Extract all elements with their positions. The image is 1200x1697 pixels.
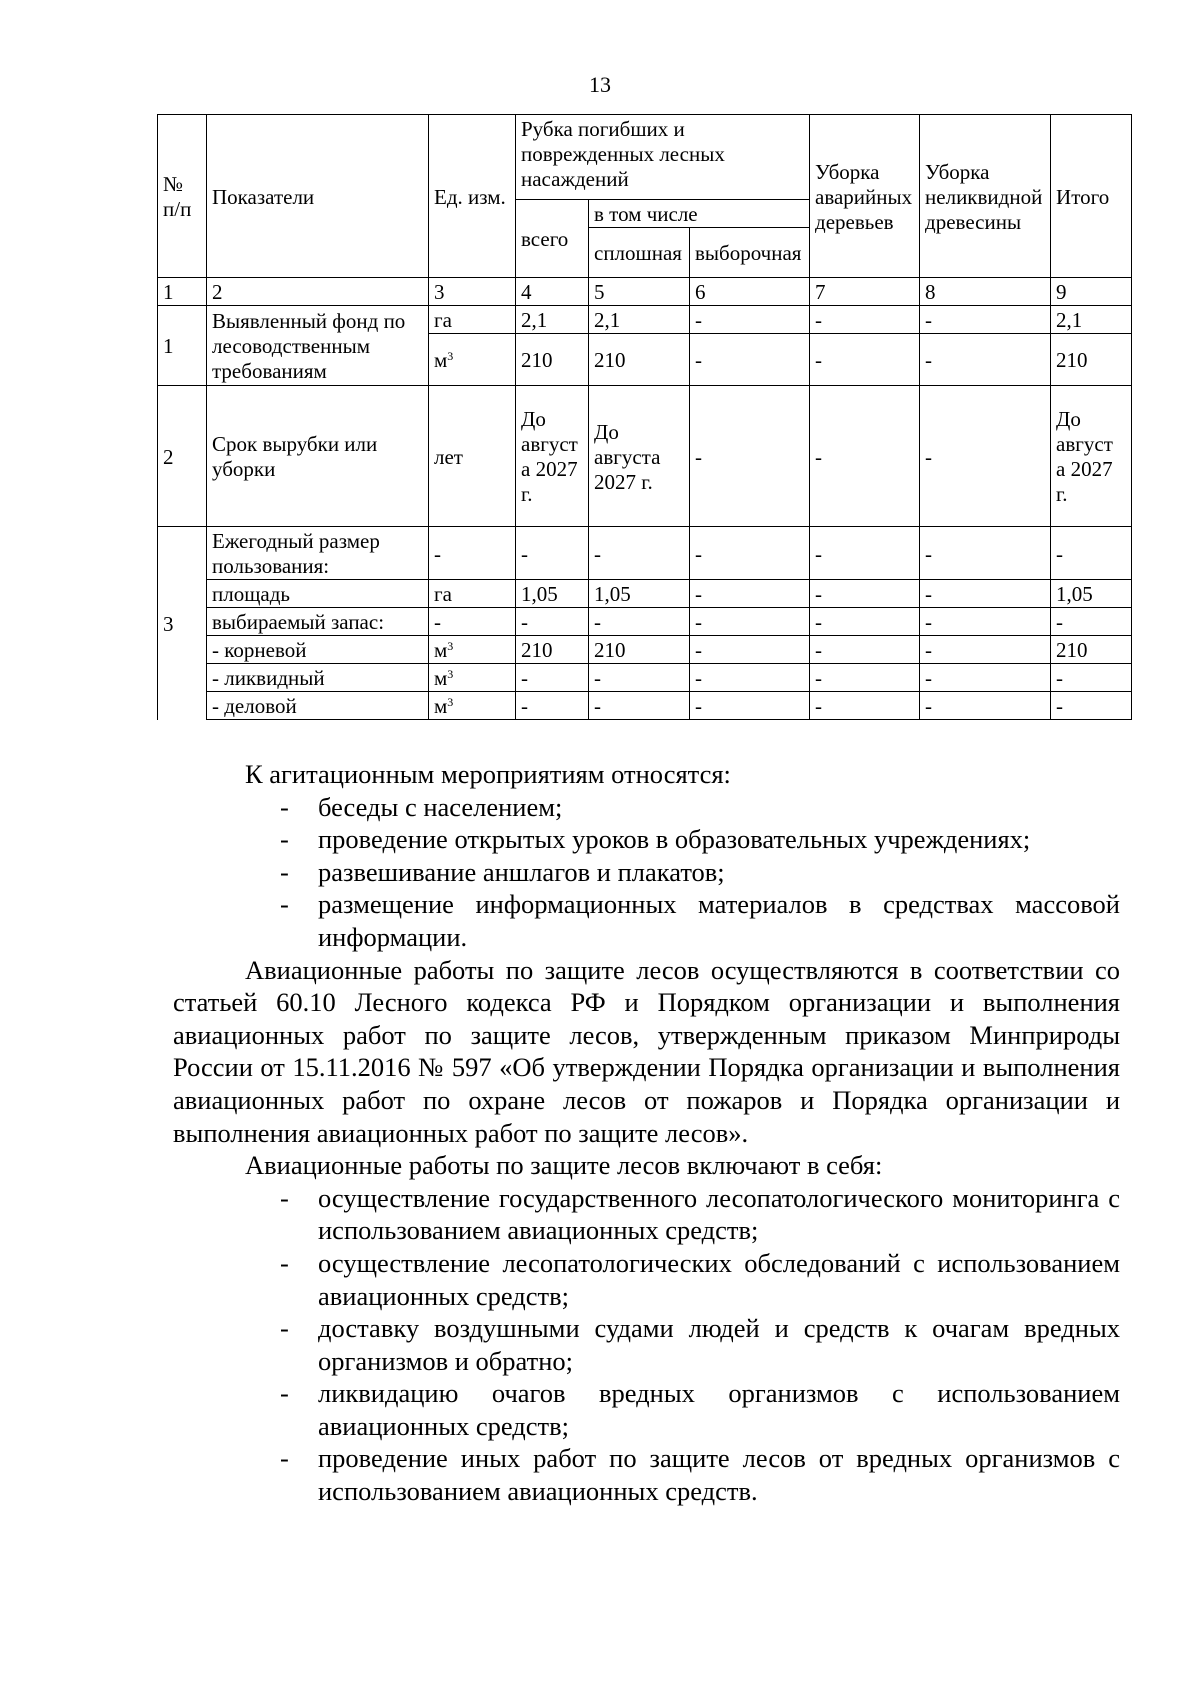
header-indicators: Показатели [207, 115, 429, 278]
value-cell: - [920, 306, 1051, 334]
row-label: Срок вырубки или уборки [207, 386, 429, 527]
table-row [158, 527, 1132, 580]
value-cell: - [810, 664, 920, 692]
header-illiquid: Уборка неликвидной древесины [920, 115, 1051, 278]
unit-superscript: 3 [447, 349, 454, 363]
header-cutting: Рубка погибших и поврежденных лесных насаждений [516, 115, 810, 200]
value-cell: - [1051, 692, 1132, 720]
value-cell: 1,05 [516, 580, 589, 608]
list-item [173, 1442, 1120, 1507]
list-item [173, 791, 1120, 824]
table-row [158, 664, 1132, 692]
value-cell: 1,05 [589, 580, 690, 608]
list-item-text: осуществление государственного лесопатологического мониторинга с использованием авиационных средств; [318, 1182, 1120, 1246]
table-row [158, 306, 1132, 334]
list-dash: - [280, 856, 289, 887]
list-item-text: доставку воздушными судами людей и средств к очагам вредных организмов и обратно; [318, 1313, 1120, 1376]
aviation-paragraph: Авиационные работы по защите лесов осуществляются в соответствии со статьей 60.10 Лесного кодекса РФ и Порядком организации и выполнения авиационных работ по защите лесов, утвержденным приказом Минприроды России от 15.11.2016 № 597 «Об утверждении Порядка организации и выполнения авиационных работ по охране лесов от пожаров и Порядка организации и выполнения авиационных работ по защите лесов». [173, 954, 1120, 1148]
list-dash: - [280, 1443, 289, 1474]
value-cell: - [810, 334, 920, 386]
header-emergency: Уборка аварийных деревьев [810, 115, 920, 278]
aviation-list [173, 1182, 1120, 1508]
column-number: 8 [920, 278, 1051, 306]
row-label: Ежегодный размер пользования: [207, 527, 429, 580]
header-num: № п/п [158, 115, 207, 278]
value-cell: - [516, 692, 589, 720]
column-number: 1 [158, 278, 207, 306]
header-total: Итого [1051, 115, 1132, 278]
value-cell: - [1051, 608, 1132, 636]
value-cell: - [690, 608, 810, 636]
unit-cell [429, 692, 516, 720]
value-cell: - [690, 334, 810, 386]
unit-superscript: 3 [447, 639, 454, 653]
value-cell: До август а 2027 г. [516, 386, 589, 527]
row-label: площадь [207, 580, 429, 608]
list-dash: - [280, 1378, 289, 1409]
list-item [173, 1377, 1120, 1442]
value-cell: 210 [1051, 334, 1132, 386]
list-item-text: размещение информационных материалов в средствах массовой информации. [318, 889, 1120, 952]
unit-text: м [434, 348, 448, 372]
row-num: 1 [158, 306, 207, 386]
value-cell: - [810, 692, 920, 720]
list-item-text: развешивание аншлагов и плакатов; [318, 856, 725, 887]
column-number: 3 [429, 278, 516, 306]
value-cell: 1,05 [1051, 580, 1132, 608]
list-item [173, 888, 1120, 953]
header-total-all: всего [516, 200, 589, 278]
value-cell: - [690, 636, 810, 664]
unit-cell: - [429, 527, 516, 580]
value-cell: - [690, 692, 810, 720]
header-selective: выборочная [690, 228, 810, 278]
value-cell: - [690, 386, 810, 527]
table-row [158, 580, 1132, 608]
value-cell: - [589, 664, 690, 692]
column-numbers-row [158, 278, 1132, 306]
value-cell: - [920, 664, 1051, 692]
unit-text: м [434, 666, 448, 690]
value-cell: - [810, 580, 920, 608]
agitation-list [173, 791, 1120, 954]
value-cell: - [920, 580, 1051, 608]
list-item-text: осуществление лесопатологических обследований с использованием авиационных средств; [318, 1247, 1120, 1311]
value-cell: - [589, 692, 690, 720]
column-number: 7 [810, 278, 920, 306]
column-number: 2 [207, 278, 429, 306]
value-cell: - [690, 527, 810, 580]
unit-superscript: 3 [447, 667, 454, 681]
value-cell: - [920, 636, 1051, 664]
value-cell: 2,1 [589, 306, 690, 334]
header-solid: сплошная [589, 228, 690, 278]
row-num: 3 [158, 527, 207, 720]
value-cell: - [589, 608, 690, 636]
list-item [173, 823, 1120, 856]
table-row [158, 386, 1132, 527]
value-cell: - [516, 664, 589, 692]
column-number: 6 [690, 278, 810, 306]
list-dash: - [280, 791, 289, 822]
header-unit: Ед. изм. [429, 115, 516, 278]
row-label: - деловой [207, 692, 429, 720]
value-cell: 2,1 [1051, 306, 1132, 334]
list-item [173, 1312, 1120, 1377]
list-item-text: беседы с населением; [318, 791, 563, 822]
column-number: 9 [1051, 278, 1132, 306]
list-item-text: проведение иных работ по защите лесов от вредных организмов с использованием авиационных средств. [318, 1443, 1120, 1507]
table-row [158, 692, 1132, 720]
value-cell: - [920, 386, 1051, 527]
value-cell: - [1051, 527, 1132, 580]
unit-text: м [434, 694, 448, 718]
page-number: 13 [589, 72, 611, 97]
row-label: выбираемый запас: [207, 608, 429, 636]
unit-cell: лет [429, 386, 516, 527]
unit-cell: га [429, 306, 516, 334]
value-cell: - [516, 608, 589, 636]
value-cell: - [1051, 664, 1132, 692]
value-cell: 2,1 [516, 306, 589, 334]
value-cell: - [920, 608, 1051, 636]
table-row [158, 608, 1132, 636]
value-cell: - [690, 664, 810, 692]
unit-text: м [434, 638, 448, 662]
list-item [173, 856, 1120, 889]
forest-measures-table [157, 114, 1132, 720]
value-cell: - [920, 692, 1051, 720]
table-row [158, 636, 1132, 664]
value-cell: - [920, 334, 1051, 386]
row-num: 2 [158, 386, 207, 527]
agitation-intro: К агитационным мероприятиям относятся: [245, 759, 731, 789]
value-cell: - [589, 527, 690, 580]
row-label: Выявленный фонд по лесоводственным требованиям [207, 306, 429, 386]
list-item-text: ликвидацию очагов вредных организмов с использованием авиационных средств; [318, 1378, 1120, 1441]
value-cell: 210 [589, 636, 690, 664]
list-dash: - [280, 889, 289, 920]
unit-cell: - [429, 608, 516, 636]
list-dash: - [280, 1182, 289, 1213]
unit-cell [429, 334, 516, 386]
list-dash: - [280, 1313, 289, 1344]
value-cell: - [810, 386, 920, 527]
value-cell: - [516, 527, 589, 580]
value-cell: - [810, 636, 920, 664]
value-cell: 210 [516, 636, 589, 664]
unit-cell [429, 636, 516, 664]
list-item [173, 1247, 1120, 1312]
value-cell: 210 [1051, 636, 1132, 664]
value-cell: - [810, 608, 920, 636]
list-dash: - [280, 1247, 289, 1278]
value-cell: - [690, 580, 810, 608]
list-item-text: проведение открытых уроков в образовательных учреждениях; [318, 824, 1031, 855]
value-cell: 210 [516, 334, 589, 386]
unit-cell [429, 664, 516, 692]
list-item [173, 1182, 1120, 1247]
unit-superscript: 3 [447, 695, 454, 709]
unit-cell: га [429, 580, 516, 608]
value-cell: До августа 2027 г. [589, 386, 690, 527]
column-number: 5 [589, 278, 690, 306]
value-cell: До август а 2027 г. [1051, 386, 1132, 527]
body-text [173, 758, 1120, 1508]
row-label: - ликвидный [207, 664, 429, 692]
header-including: в том числе [589, 200, 810, 228]
row-label: - корневой [207, 636, 429, 664]
value-cell: - [810, 527, 920, 580]
value-cell: - [810, 306, 920, 334]
value-cell: 210 [589, 334, 690, 386]
column-number: 4 [516, 278, 589, 306]
list-dash: - [280, 824, 289, 855]
value-cell: - [920, 527, 1051, 580]
aviation-intro: Авиационные работы по защите лесов включают в себя: [245, 1150, 883, 1181]
value-cell: - [690, 306, 810, 334]
